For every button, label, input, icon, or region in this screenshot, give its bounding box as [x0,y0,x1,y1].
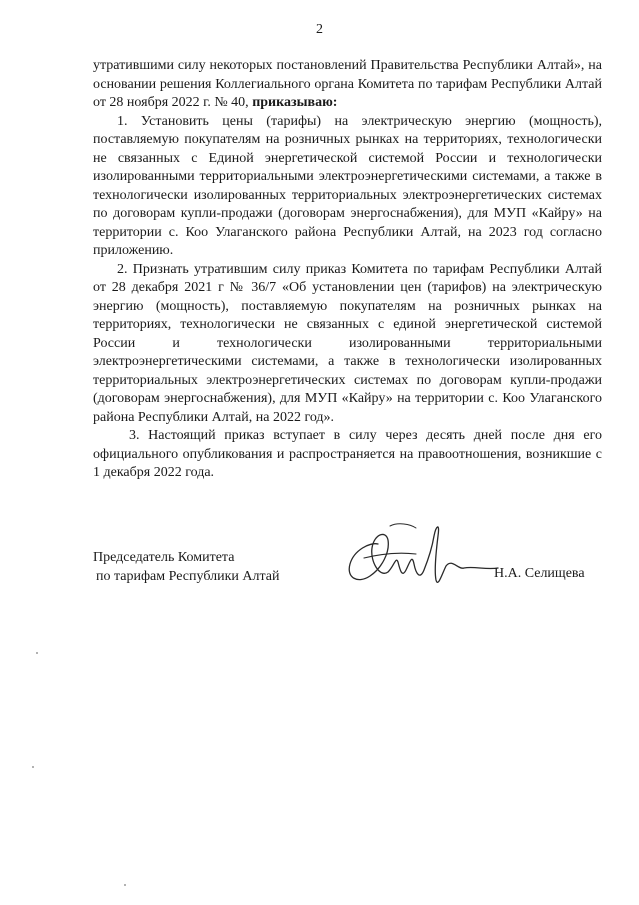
page-number: 2 [316,22,323,37]
item-3-paragraph: 3. Настоящий приказ вступает в силу через десять дней после дня его официального опубликования и распространяется на правоотношения, возникшие с 1 декабря 2022 года. [93,428,602,480]
signatory-position-line-2: по тарифам Республики Алтай [96,569,280,584]
item-2-paragraph: 2. Признать утратившим силу приказ Комитета по тарифам Республики Алтай от 28 декабря 2021 г № 36/7 «Об установлении цен (тарифов) на электрическую энергию (мощность), поставляемую покупателям на розничных рынках на территориях, технологически не связанных с единой энергетической системой России и технологически изолированными территориальными электроэнергетическими системами, а также в технологически изолированных территориальных электроэнергетических системах по договорам купли-продажи (договорам энергоснабжения), для МУП «Кайру» на территории с. Коо Улаганского района Республики Алтай, на 2022 год». [93,261,602,425]
document-body [93,57,602,483]
scan-speck [124,884,126,886]
intro-paragraph [93,57,602,113]
intro-text: утратившими силу некоторых постановлений Правительства Республики Алтай», на основании решения Коллегиального органа Комитета по тарифам Республики Алтай от 28 ноября 2022 г. № 40, [93,58,602,110]
item-1-paragraph: 1. Установить цены (тарифы) на электрическую энергию (мощность), поставляемую покупателям на розничных рынках на территориях, технологически не связанных с Единой энергетической системой России и технологически изолированными территориальными электроэнергетическими системами, а также в технологически изолированных территориальных электроэнергетических системах по договорам купли-продажи (договорам энергоснабжения), для МУП «Кайру» на территории с. Коо Улаганского района Республики Алтай, на 2023 год согласно приложению. [93,113,602,258]
order-keyword: приказываю: [252,95,338,110]
scan-speck [32,766,34,768]
signatory-name: Н.А. Селищева [494,566,585,581]
scan-speck [36,652,38,654]
signatory-position [93,548,279,586]
handwritten-signature [340,518,500,598]
signatory-position-line-1: Председатель Комитета [93,550,235,565]
